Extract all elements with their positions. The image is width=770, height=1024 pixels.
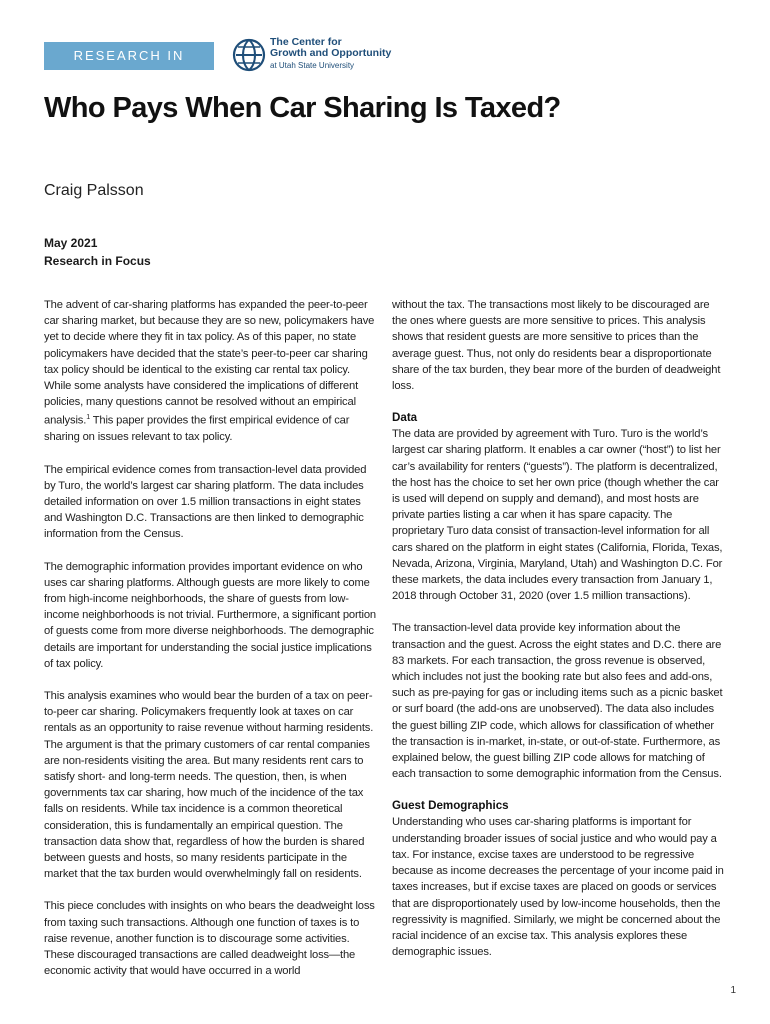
guest-demographics-paragraph: Understanding who uses car-sharing platforms is important for understanding broader issues of social justice and who would pay a tax. For instance, excise taxes are understood to be regressive because as income decreases the percentage of your income paid in taxes increases, but if excise taxes are placed on goods or services that are disproportionately used by low-income households, then the regressivity is magnified. Similarly, we might be concerned about the racial incidence of an excise tax. This analysis explores these demographic issues. [392, 816, 724, 959]
logo-globe-icon [232, 36, 266, 74]
research-in-focus-badge: RESEARCH IN FOCUS [44, 42, 214, 70]
series-name: Research in Focus [44, 254, 151, 268]
author: Craig Palsson [44, 182, 144, 199]
data-paragraph-1: The data are provided by agreement with Turo. Turo is the world’s largest car sharing platform. It enables a car owner (“host”) to list her car’s availability for renters (“guests”). The platform is decentralized, the host has the choice to set her own price (though whether the car is used will depend on supply and demand), and most hosts are private parties listing a car when it has spare capacity. The proprietary Turo data consist of transaction-level information for all cars shared on the platform in eight states (California, Florida, Texas, Nevada, Arizona, Virginia, Maryland, Utah) and Washington D.C. For these markets, the data includes every transaction from January 1, 2018 through October 31, 2020 (over 1.5 million transactions). [392, 428, 723, 603]
right-intro-paragraph: without the tax. The transactions most likely to be discouraged are the ones where guests are more sensitive to prices. This analysis shows that resident guests are more sensitive to prices than the average guest. Thus, not only do residents bear a disproportionate share of the tax burden, they bear more of the burden of deadweight loss. [392, 299, 721, 393]
left-paragraph-3: The demographic information provides important evidence on who uses car sharing platforms. Although guests are more likely to come from high-income neighborhoods, the share of guests from low-income neighborhoods is not trivial. Furthermore, a significant portion of guests come from more diverse neighborhoods. The demographic details are important for understanding the social justice implications of tax policy. [44, 560, 376, 670]
left-paragraph-5: This piece concludes with insights on who bears the deadweight loss from taxing such transactions. Although one function of taxes is to raise revenue, another function is to discourage some activities. These discouraged transactions are called deadweight loss—the economic activity that would have occurred in a world [44, 900, 375, 978]
logo-line-3: at Utah State University [270, 61, 355, 70]
data-heading: Data [392, 411, 418, 425]
center-logo[interactable] [232, 36, 392, 76]
right-column [392, 297, 726, 976]
guest-demographics-heading: Guest Demographics [392, 799, 509, 813]
left-column [44, 297, 376, 995]
logo-line-2: Growth and Opportunity [270, 47, 392, 59]
left-paragraph-2: The empirical evidence comes from transaction-level data provided by Turo, the world’s largest car sharing platform. The data includes detailed information on over 1.5 million transactions in eight states and Washington D.C. Transactions are then linked to demographic information from the Census. [44, 463, 367, 541]
page-number: 1 [730, 985, 736, 996]
footnote-mark[interactable]: 1 [86, 414, 90, 422]
left-paragraph-4: This analysis examines who would bear the burden of a tax on peer-to-peer car sharing. Policymakers frequently look at taxes on car rentals as an opportunity to raise revenue without harming residents. The argument is that the primary customers of car rental companies are non-residents visiting the area. But many residents rent cars to satisfy short- and long-term needs. The question, then, is when governments tax car sharing, how much of the incidence of the tax falls on residents. While tax incidence is a common theoretical consideration, this is fundamentally an empirical question. The transaction data show that, regardless of how the burden is shared between guests and hosts, so many residents participate in the market that the tax burden would overwhelmingly fall on residents. [44, 690, 374, 881]
publication-date: May 2021 [44, 236, 98, 250]
left-paragraph-1: The advent of car-sharing platforms has expanded the peer-to-peer car sharing market, but because they are so new, policymakers have yet to decide where they fit in tax policy. As of this paper, no state policymakers have decided that the state’s peer-to-peer car sharing tax policy should be identical to the existing car rental tax policy. While some analysts have considered the implications of different policies, many questions cannot be resolved without an empirical analysis.$^1$ This paper provides the first empirical evidence of car sharing on issues relevant to tax policy. [44, 299, 375, 444]
logo-line-1: The Center for [270, 36, 342, 48]
page-title: Who Pays When Car Sharing Is Taxed? [44, 92, 561, 124]
data-paragraph-2: The transaction-level data provide key information about the transaction and the guest. Across the eight states and D.C. there are 83 markets. For each transaction, the gross revenue is observed, which includes not just the booking rate but also fees and add-ons, such as pre-paying for gas or including items such as a picnic basket or surf board (the add-ons are unobserved). The data also includes the guest billing ZIP code, which allows for classification of whether the transaction is in-market, in-state, or out-of-state. Furthermore, as explained below, the guest billing ZIP code allows for matching of each transaction to some demographic information from the Census. [392, 622, 723, 781]
